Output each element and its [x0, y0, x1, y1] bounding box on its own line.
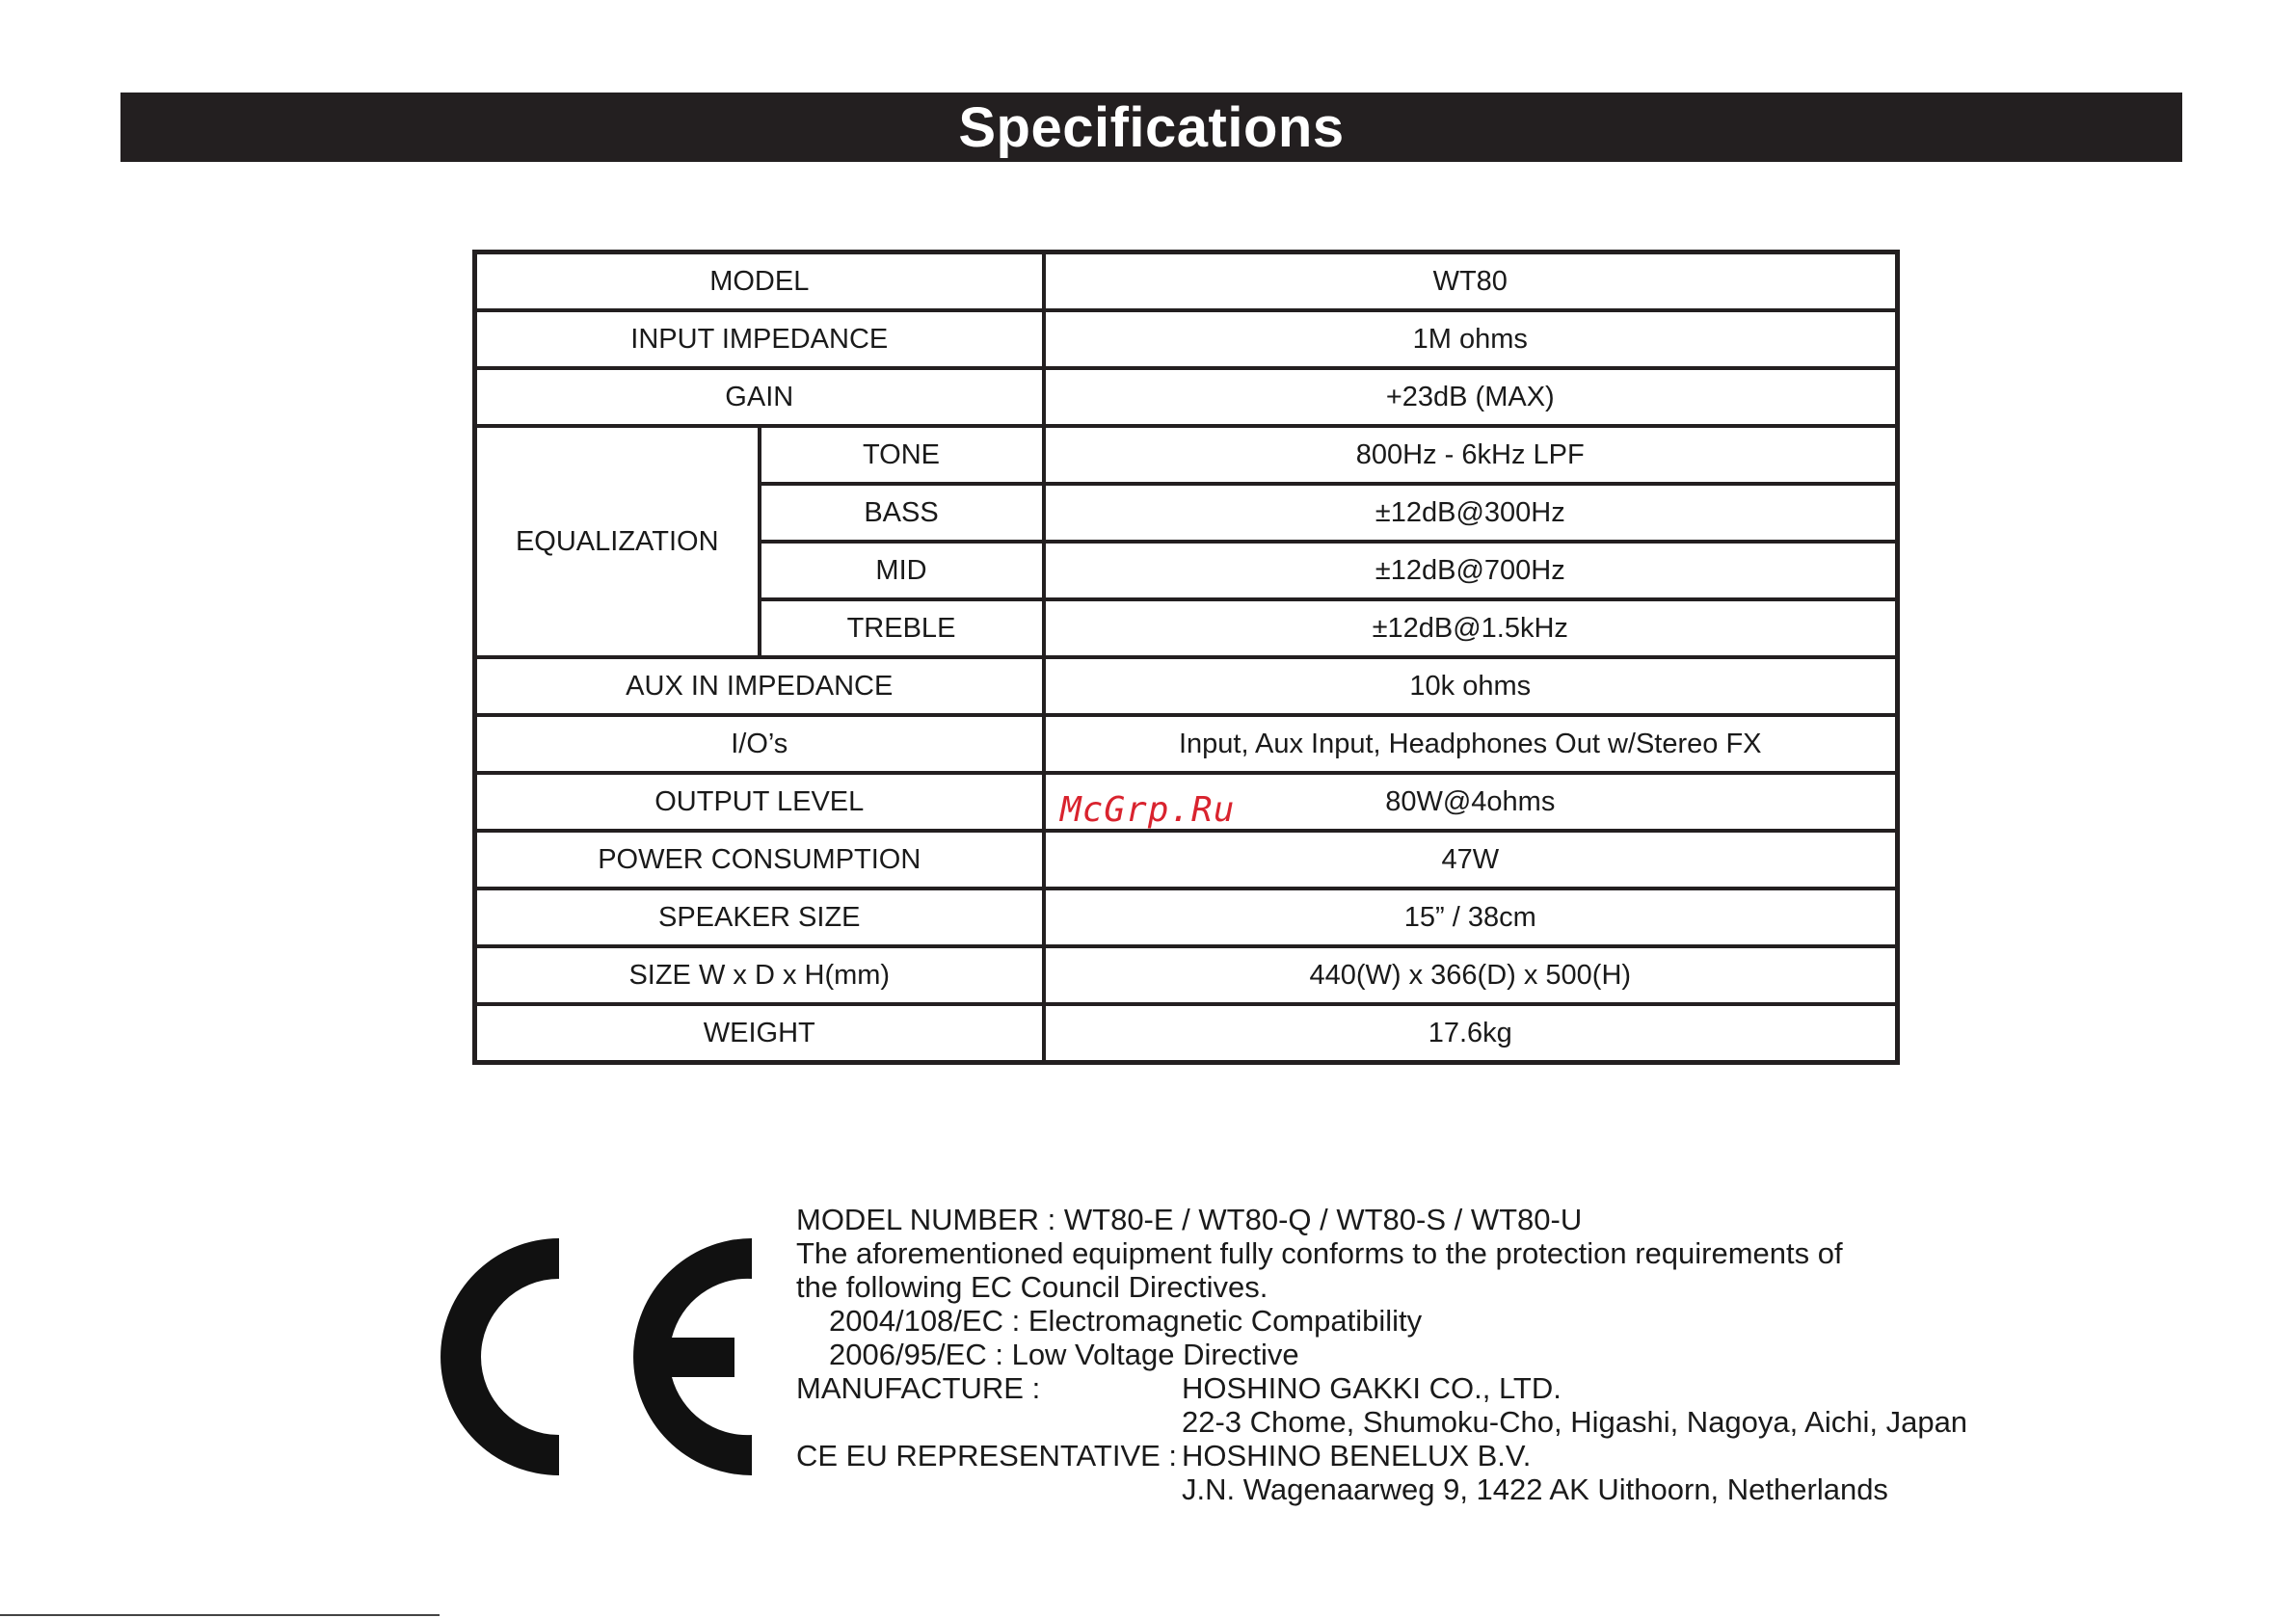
- spec-value-gain: +23dB (MAX): [1044, 368, 1898, 426]
- watermark: McGrp.Ru: [1060, 790, 1236, 830]
- spec-value-ios: Input, Aux Input, Headphones Out w/Stereo FX: [1044, 715, 1898, 773]
- representative-address: J.N. Wagenaarweg 9, 1422 AK Uithoorn, Netherlands: [1182, 1472, 1888, 1506]
- table-row: [475, 831, 1898, 889]
- spec-label-weight: WEIGHT: [475, 1004, 1044, 1063]
- spec-value-model: WT80: [1044, 252, 1898, 311]
- table-row: [475, 715, 1898, 773]
- model-number-line: MODEL NUMBER : WT80-E / WT80-Q / WT80-S / WT80-U: [796, 1203, 1583, 1236]
- representative-name: HOSHINO BENELUX B.V.: [1182, 1439, 1532, 1472]
- ce-compliance-statement: [796, 1203, 2049, 1506]
- statement-line-1: The aforementioned equipment fully conforms to the protection requirements of: [796, 1236, 1843, 1270]
- spec-sublabel-treble: TREBLE: [760, 599, 1044, 657]
- table-row: [475, 310, 1898, 368]
- table-row: [475, 946, 1898, 1004]
- spec-value-output-level: 80W@4ohms: [1044, 773, 1898, 831]
- spec-label-speaker-size: SPEAKER SIZE: [475, 889, 1044, 946]
- directive-lvd: 2006/95/EC : Low Voltage Directive: [829, 1338, 1299, 1371]
- table-row: [475, 657, 1898, 715]
- ce-icon: [434, 1238, 752, 1475]
- header-bar: [120, 93, 2182, 162]
- table-row: [475, 252, 1898, 311]
- representative-label: CE EU REPRESENTATIVE :: [796, 1439, 1178, 1472]
- table-row: [475, 426, 1898, 484]
- spec-value-size: 440(W) x 366(D) x 500(H): [1044, 946, 1898, 1004]
- manufacture-line: [796, 1371, 2049, 1405]
- spec-sublabel-mid: MID: [760, 542, 1044, 599]
- manufacture-name: HOSHINO GAKKI CO., LTD.: [1182, 1371, 1562, 1405]
- manufacture-address: 22-3 Chome, Shumoku-Cho, Higashi, Nagoya, Aichi, Japan: [1182, 1405, 1968, 1439]
- spec-label-output-level: OUTPUT LEVEL: [475, 773, 1044, 831]
- spec-label-aux-in-impedance: AUX IN IMPEDANCE: [475, 657, 1044, 715]
- page-title: Specifications: [958, 95, 1345, 159]
- spec-label-equalization: EQUALIZATION: [475, 426, 760, 657]
- manufacture-label: MANUFACTURE :: [796, 1371, 1041, 1405]
- spec-value-tone: 800Hz - 6kHz LPF: [1044, 426, 1898, 484]
- statement-line-2: the following EC Council Directives.: [796, 1270, 1268, 1304]
- spec-label-size: SIZE W x D x H(mm): [475, 946, 1044, 1004]
- spec-label-ios: I/O’s: [475, 715, 1044, 773]
- spec-label-input-impedance: INPUT IMPEDANCE: [475, 310, 1044, 368]
- directive-emc: 2004/108/EC : Electromagnetic Compatibility: [829, 1304, 1423, 1338]
- spec-value-power-consumption: 47W: [1044, 831, 1898, 889]
- specifications-table: [472, 250, 1900, 1065]
- spec-value-treble: ±12dB@1.5kHz: [1044, 599, 1898, 657]
- table-row: [475, 889, 1898, 946]
- footer-divider: [0, 1614, 440, 1616]
- spec-value-weight: 17.6kg: [1044, 1004, 1898, 1063]
- table-row: [475, 1004, 1898, 1063]
- spec-label-model: MODEL: [475, 252, 1044, 311]
- spec-sublabel-tone: TONE: [760, 426, 1044, 484]
- table-row: [475, 368, 1898, 426]
- spec-value-bass: ±12dB@300Hz: [1044, 484, 1898, 542]
- spec-value-mid: ±12dB@700Hz: [1044, 542, 1898, 599]
- spec-sublabel-bass: BASS: [760, 484, 1044, 542]
- representative-line: [796, 1439, 2049, 1472]
- spec-value-aux-in-impedance: 10k ohms: [1044, 657, 1898, 715]
- spec-label-power-consumption: POWER CONSUMPTION: [475, 831, 1044, 889]
- spec-value-input-impedance: 1M ohms: [1044, 310, 1898, 368]
- spec-value-speaker-size: 15” / 38cm: [1044, 889, 1898, 946]
- spec-label-gain: GAIN: [475, 368, 1044, 426]
